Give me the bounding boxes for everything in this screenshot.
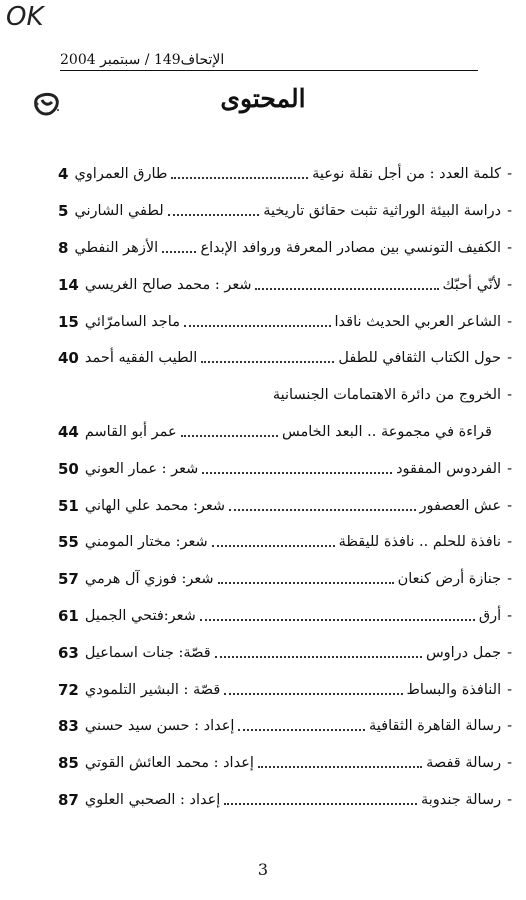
entry-page: 83 <box>58 717 79 736</box>
entry-author: شعر: محمد علي الهاني <box>84 497 226 514</box>
entry-dash: - <box>507 644 512 661</box>
entry-author: شعر:فتحي الجميل <box>84 607 196 624</box>
entry-dash: - <box>507 718 512 735</box>
toc-entry <box>58 708 512 745</box>
entry-title: أرق <box>478 607 502 624</box>
entry-page: 15 <box>58 312 79 331</box>
toc-entry <box>58 303 512 340</box>
entry-title: رسالة جندوبة <box>420 791 502 808</box>
entry-page: 55 <box>58 533 79 552</box>
entry-author: ماجد السامرّائي <box>84 313 180 330</box>
entry-page: 8 <box>58 238 69 257</box>
entry-dash: - <box>507 276 512 293</box>
toc-entry <box>58 487 512 524</box>
entry-page: 40 <box>58 349 79 368</box>
dot-leader <box>224 803 417 805</box>
dot-leader <box>255 288 438 290</box>
entry-author: شعر : محمد صالح الغريسي <box>84 276 252 293</box>
entry-page: 4 <box>58 165 69 184</box>
entry-title: قراءة في مجموعة .. البعد الخامس <box>282 423 492 440</box>
toc-entry <box>58 671 512 708</box>
entry-author: الأزهر النفطي <box>74 239 159 256</box>
entry-author: شعر: فوزي آل هرمي <box>84 571 214 588</box>
entry-page: 51 <box>58 496 79 515</box>
entry-title: الشاعر العربي الحديث ناقدا <box>334 313 502 330</box>
entry-page: 63 <box>58 643 79 662</box>
toc-entry <box>58 266 512 303</box>
dot-leader <box>162 251 196 253</box>
entry-author: الطيب الفقيه أحمد <box>84 350 198 367</box>
dot-leader <box>181 435 278 437</box>
table-of-contents <box>58 156 512 818</box>
entry-dash: - <box>507 460 512 477</box>
dot-leader <box>201 361 334 363</box>
entry-dash: - <box>507 387 512 404</box>
entry-page: 57 <box>58 570 79 589</box>
toc-entry <box>58 745 512 782</box>
entry-author: شعر: مختار المومني <box>84 534 208 551</box>
dot-leader <box>258 766 422 768</box>
toc-entry <box>58 782 512 819</box>
dot-leader <box>229 509 415 511</box>
entry-author: لطفي الشارني <box>74 203 164 220</box>
dot-leader <box>238 729 365 731</box>
entry-dash: - <box>507 497 512 514</box>
entry-dash: - <box>507 681 512 698</box>
toc-entry <box>58 340 512 377</box>
entry-dash: - <box>507 350 512 367</box>
entry-dash: - <box>507 203 512 220</box>
toc-entry <box>58 377 512 414</box>
entry-title: دراسة البيئة الوراثية تثبت حقائق تاريخية <box>263 203 502 220</box>
issue-info: الإتحاف149 / سبتمبر 2004 <box>60 52 225 68</box>
toc-entry <box>58 561 512 598</box>
entry-title: حول الكتاب الثقافي للطفل <box>338 350 502 367</box>
entry-title: نافذة للحلم .. نافذة لليقظة <box>338 534 502 551</box>
entry-title: الكفيف التونسي بين مصادر المعرفة وروافد الإبداع <box>200 239 502 256</box>
dot-leader <box>184 325 331 327</box>
entry-page: 61 <box>58 606 79 625</box>
entry-dash: - <box>507 791 512 808</box>
entry-title: رسالة القاهرة الثقافية <box>369 718 502 735</box>
entry-page: 44 <box>58 422 79 441</box>
entry-title: الخروج من دائرة الاهتمامات الجنسانية <box>272 387 502 404</box>
entry-page: 72 <box>58 680 79 699</box>
entry-dash: - <box>507 239 512 256</box>
entry-title: عش العصفور <box>419 497 502 514</box>
dot-leader <box>215 656 422 658</box>
entry-title: جنازة أرض كنعان <box>397 571 502 588</box>
entry-title: الفردوس المفقود <box>396 460 502 477</box>
toc-entry <box>58 193 512 230</box>
toc-entry <box>58 230 512 267</box>
entry-dash: - <box>507 607 512 624</box>
entry-title: جمل دراوس <box>425 644 502 661</box>
dot-leader <box>171 177 308 179</box>
entry-author: شعر : عمار العوني <box>84 460 199 477</box>
dot-leader <box>202 472 392 474</box>
entry-author: إعداد : محمد العائش القوتي <box>84 755 254 772</box>
dot-leader <box>218 582 394 584</box>
entry-dash: - <box>507 571 512 588</box>
entry-dash: - <box>507 755 512 772</box>
entry-author: إعداد : الصحبي العلوي <box>84 791 221 808</box>
toc-entry <box>58 414 512 451</box>
toc-entry <box>58 524 512 561</box>
dot-leader <box>224 693 402 695</box>
entry-author: قصّة: جنات اسماعيل <box>84 644 211 661</box>
entry-author: قصّة : البشير التلمودي <box>84 681 221 698</box>
page-title: المحتوى <box>220 84 306 113</box>
entry-dash: - <box>507 313 512 330</box>
entry-page: 14 <box>58 275 79 294</box>
entry-dash: - <box>507 166 512 183</box>
page-number: 3 <box>257 860 269 879</box>
entry-page: 85 <box>58 754 79 773</box>
toc-entry <box>58 450 512 487</box>
entry-title: النافذة والبساط <box>406 681 502 698</box>
dot-leader <box>200 619 475 621</box>
entry-author: إعداد : حسن سيد حسني <box>84 718 235 735</box>
entry-title: كلمة العدد : من أجل نقلة نوعية <box>312 166 502 183</box>
entry-page: 87 <box>58 790 79 809</box>
dot-leader <box>168 214 260 216</box>
entry-page: 5 <box>58 202 69 221</box>
entry-page: 50 <box>58 459 79 478</box>
running-header <box>60 52 478 71</box>
entry-author: عمر أبو القاسم <box>84 423 177 440</box>
handwritten-ok-mark: OK <box>6 2 44 32</box>
toc-entry <box>58 598 512 635</box>
toc-entry <box>58 634 512 671</box>
entry-title: رسالة قفصة <box>426 755 502 772</box>
toc-entry <box>58 156 512 193</box>
entry-dash: - <box>507 534 512 551</box>
entry-author: طارق العمراوي <box>74 166 168 183</box>
entry-title: لأنّي أحبّك <box>442 276 502 293</box>
dot-leader <box>212 545 335 547</box>
